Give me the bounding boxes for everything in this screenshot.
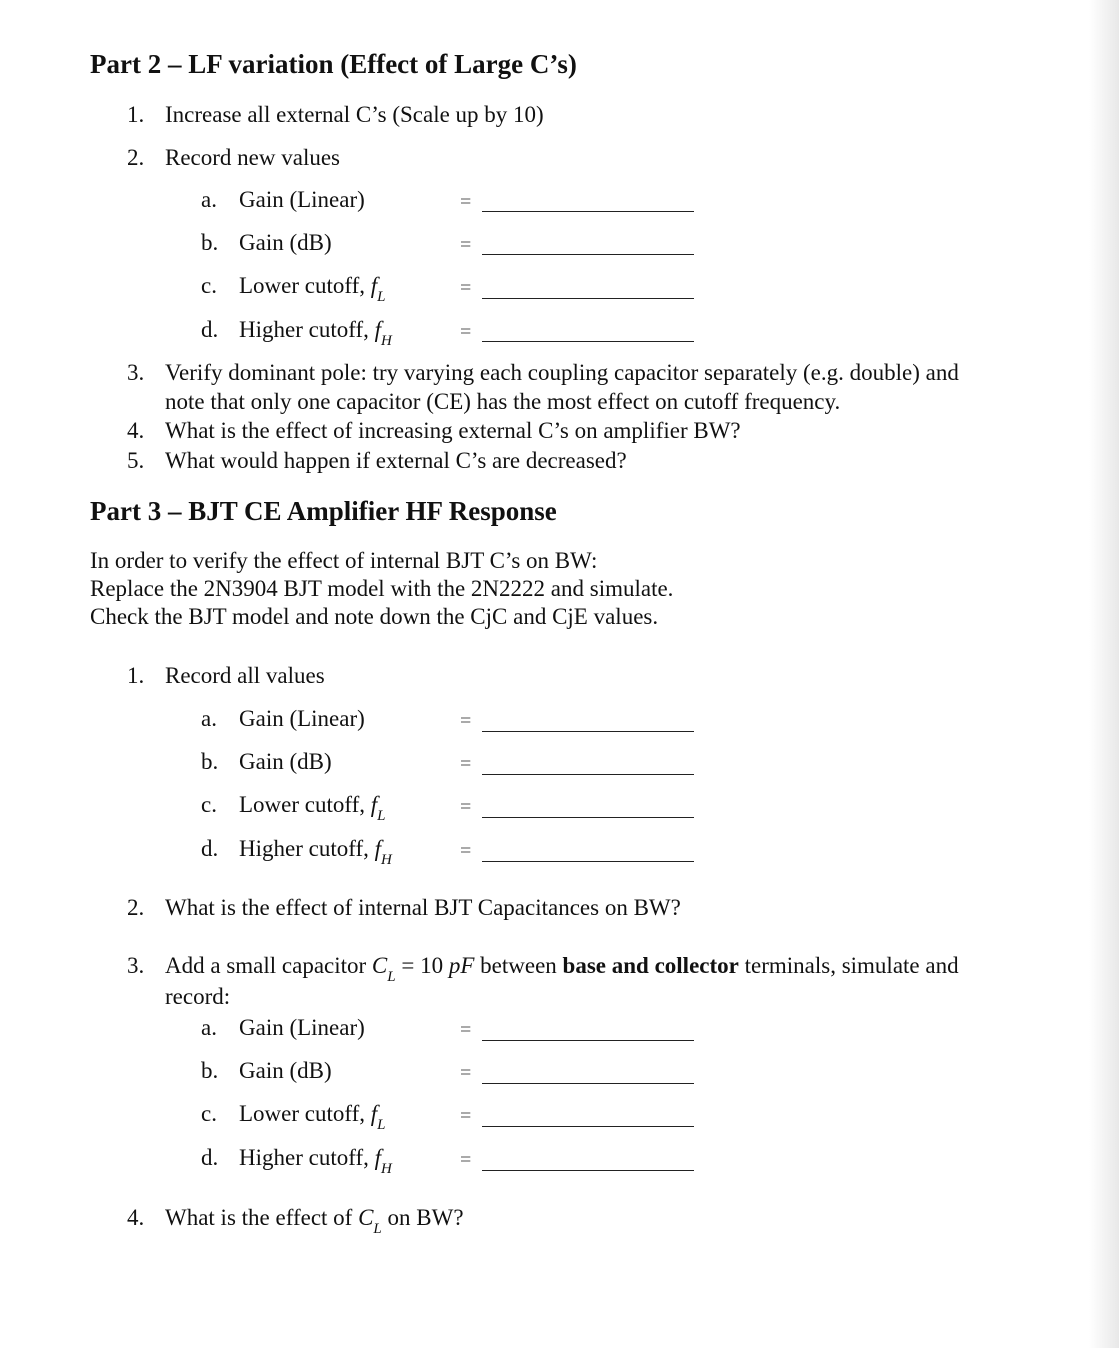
part2-record-b-label: Gain (dB) <box>239 230 332 255</box>
part2-record-c-label: Lower cutoff, $f_L$ <box>239 273 386 305</box>
part3-item2-number: 2. <box>127 895 145 920</box>
part3-heading: Part 3 – BJT CE Amplifier HF Response <box>90 496 557 526</box>
part2-record-b-letter: b. <box>201 230 219 255</box>
answer-blank[interactable] <box>482 1083 694 1084</box>
answer-blank[interactable] <box>482 817 694 818</box>
equals-sign: = <box>460 277 472 299</box>
part3-record2-a-letter: a. <box>201 1015 217 1040</box>
part2-record-d-letter: d. <box>201 317 219 342</box>
part3-record-a-letter: a. <box>201 706 217 731</box>
answer-blank[interactable] <box>482 211 694 212</box>
part3-record-d-label: Higher cutoff, $f_H$ <box>239 836 392 868</box>
answer-blank[interactable] <box>482 298 694 299</box>
part3-item3-line2: record: <box>165 984 231 1009</box>
part3-item2-text: What is the effect of internal BJT Capacitances on BW? <box>165 895 681 920</box>
page-edge-shadow <box>1089 0 1119 1348</box>
part3-item4-number: 4. <box>127 1205 145 1230</box>
part3-record-c-letter: c. <box>201 792 217 817</box>
equals-sign: = <box>460 191 472 213</box>
equals-sign: = <box>460 321 472 343</box>
equals-sign: = <box>460 1149 472 1171</box>
part2-item1-text: Increase all external C’s (Scale up by 10) <box>165 102 544 127</box>
equals-sign: = <box>460 1105 472 1127</box>
equals-sign: = <box>460 1019 472 1041</box>
answer-blank[interactable] <box>482 1170 694 1171</box>
answer-blank[interactable] <box>482 254 694 255</box>
part3-record-b-letter: b. <box>201 749 219 774</box>
part3-record-c-label: Lower cutoff, $f_L$ <box>239 792 386 824</box>
part3-record-d-letter: d. <box>201 836 219 861</box>
part2-item3-line2: note that only one capacitor (CE) has the most effect on cutoff frequency. <box>165 389 841 414</box>
equals-sign: = <box>460 234 472 256</box>
equals-sign: = <box>460 753 472 775</box>
part2-record-a-label: Gain (Linear) <box>239 187 365 212</box>
part3-item1-number: 1. <box>127 663 145 688</box>
equals-sign: = <box>460 710 472 732</box>
part3-record2-c-label: Lower cutoff, $f_L$ <box>239 1101 386 1133</box>
equals-sign: = <box>460 840 472 862</box>
part2-item5-number: 5. <box>127 448 145 473</box>
part2-heading: Part 2 – LF variation (Effect of Large C’s) <box>90 49 577 79</box>
part3-record2-c-letter: c. <box>201 1101 217 1126</box>
answer-blank[interactable] <box>482 731 694 732</box>
part3-intro-line2: Replace the 2N3904 BJT model with the 2N2222 and simulate. <box>90 576 674 601</box>
part3-record2-d-label: Higher cutoff, $f_H$ <box>239 1145 392 1177</box>
part2-record-a-letter: a. <box>201 187 217 212</box>
part2-item1-number: 1. <box>127 102 145 127</box>
part3-record-b-label: Gain (dB) <box>239 749 332 774</box>
part3-record2-b-label: Gain (dB) <box>239 1058 332 1083</box>
part2-item4-number: 4. <box>127 418 145 443</box>
part3-item3-line1: Add a small capacitor $C_L = 10$ pF between base and collector terminals, simulate and <box>165 953 959 985</box>
part2-item4-text: What is the effect of increasing external C’s on amplifier BW? <box>165 418 741 443</box>
answer-blank[interactable] <box>482 861 694 862</box>
part3-record2-b-letter: b. <box>201 1058 219 1083</box>
part2-item2-text: Record new values <box>165 145 340 170</box>
part2-item3-number: 3. <box>127 360 145 385</box>
part3-item3-number: 3. <box>127 953 145 978</box>
equals-sign: = <box>460 1062 472 1084</box>
answer-blank[interactable] <box>482 1040 694 1041</box>
part3-item1-text: Record all values <box>165 663 325 688</box>
part3-item4-text: What is the effect of $C_L$ on BW? <box>165 1205 464 1237</box>
part3-intro-line3: Check the BJT model and note down the CjC and CjE values. <box>90 604 659 629</box>
part2-record-c-letter: c. <box>201 273 217 298</box>
part3-record2-a-label: Gain (Linear) <box>239 1015 365 1040</box>
answer-blank[interactable] <box>482 341 694 342</box>
part3-intro-line1: In order to verify the effect of internal BJT C’s on BW: <box>90 548 598 573</box>
answer-blank[interactable] <box>482 1126 694 1127</box>
part3-record-a-label: Gain (Linear) <box>239 706 365 731</box>
part2-item3-line1: Verify dominant pole: try varying each coupling capacitor separately (e.g. double) and <box>165 360 959 385</box>
part2-item2-number: 2. <box>127 145 145 170</box>
part3-record2-d-letter: d. <box>201 1145 219 1170</box>
part2-record-d-label: Higher cutoff, $f_H$ <box>239 317 392 349</box>
equals-sign: = <box>460 796 472 818</box>
answer-blank[interactable] <box>482 774 694 775</box>
part2-item5-text: What would happen if external C’s are decreased? <box>165 448 627 473</box>
